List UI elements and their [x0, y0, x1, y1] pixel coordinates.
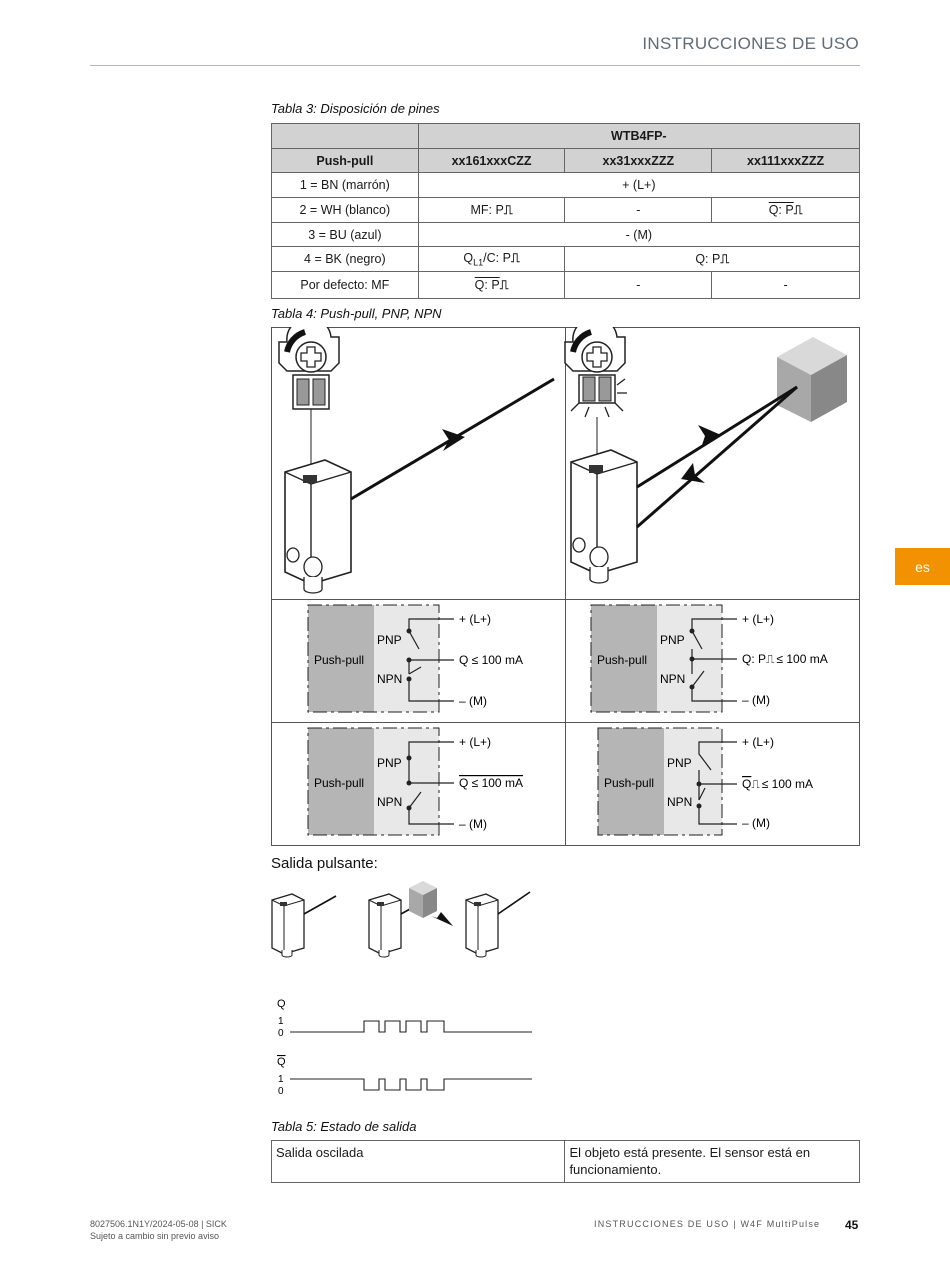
signal-qbar-waveform [290, 1079, 532, 1090]
supply-minus-label: – (M) [742, 693, 770, 707]
language-label: es [915, 558, 930, 575]
header-divider [90, 65, 860, 66]
push-pull-circuit-2 [591, 605, 828, 712]
table-cell [712, 198, 860, 223]
cell-text: Q: P [695, 251, 721, 266]
table-row [272, 247, 860, 272]
low-level-label: 0 [278, 1086, 284, 1097]
signal-qbar-label: Q [277, 1056, 286, 1068]
high-level-label: 1 [278, 1074, 284, 1085]
pulse-icon: ⎍ [503, 202, 513, 217]
table-row [272, 223, 860, 247]
output-prefix: Q: P [742, 652, 767, 666]
npn-label: NPN [660, 672, 686, 686]
table-cell [418, 247, 565, 272]
high-level-label: 1 [278, 1016, 284, 1027]
pnp-label: PNP [660, 633, 685, 647]
npn-label: NPN [377, 672, 403, 686]
pnp-label: PNP [377, 756, 402, 770]
output-circuit-figure [271, 327, 861, 847]
table3-group-header: WTB4FP- [418, 124, 859, 149]
table-cell: El objeto está presente. El sensor está en funcionamiento. [565, 1141, 860, 1183]
pnp-label: PNP [377, 633, 402, 647]
output-current: ≤ 100 mA [761, 777, 814, 791]
page-number: 45 [845, 1218, 859, 1232]
signal-q-waveform [290, 1021, 532, 1032]
supply-minus-label: – (M) [459, 694, 487, 708]
table-cell: + (L+) [418, 173, 859, 198]
table-row [272, 198, 860, 223]
output-label: Q ≤ 100 mA [459, 653, 523, 667]
table-cell [565, 247, 860, 272]
pulse-icon: ⎍ [720, 251, 730, 266]
supply-minus-label: – (M) [742, 816, 770, 830]
supply-plus-label: + (L+) [742, 612, 775, 626]
sensor-small-icon [369, 881, 453, 957]
table-row [272, 173, 860, 198]
table-cell [418, 198, 565, 223]
table-cell: 1 = BN (marrón) [272, 173, 419, 198]
language-tab[interactable] [895, 548, 950, 585]
cell-text: Q [463, 250, 474, 265]
push-pull-circuit-1 [308, 605, 523, 712]
pulse-icon: ⎍ [793, 202, 803, 217]
footer-document-title: INSTRUCCIONES DE USO | W4F MultiPulse [594, 1219, 821, 1229]
pulse-icon: ⎍ [751, 777, 760, 791]
npn-label: NPN [667, 795, 693, 809]
output-label [742, 777, 813, 791]
table-cell: 2 = WH (blanco) [272, 198, 419, 223]
cell-text: /C: P [483, 250, 511, 265]
push-pull-label: Push-pull [604, 776, 655, 790]
push-pull-label: Push-pull [597, 653, 648, 667]
table-cell: - [565, 198, 712, 223]
low-level-label: 0 [278, 1028, 284, 1039]
supply-plus-label: + (L+) [742, 735, 775, 749]
table3-header-cell: xx161xxxCZZ [418, 149, 565, 173]
table-cell: Por defecto: MF [272, 272, 419, 299]
cell-text: MF: P [470, 202, 504, 217]
table3-header-cell: Push-pull [272, 149, 419, 173]
pulse-sensors-illustration [268, 880, 538, 960]
sensor-object-present-illustration [565, 327, 847, 583]
pulse-timing-diagram [272, 993, 537, 1098]
table4-caption: Tabla 4: Push-pull, PNP, NPN [271, 306, 442, 321]
pulse-output-title: Salida pulsante: [271, 855, 378, 872]
table5-caption: Tabla 5: Estado de salida [271, 1119, 417, 1134]
document-reference: 8027506.1N1Y/2024-05-08 | SICK [90, 1219, 227, 1229]
pnp-label: PNP [667, 756, 692, 770]
cell-subscript: L1 [473, 257, 484, 268]
push-pull-label: Push-pull [314, 776, 365, 790]
table-cell: - [712, 272, 860, 299]
cell-text: Q: P [474, 277, 500, 292]
output-label: Q ≤ 100 mA [459, 776, 523, 790]
table-row [272, 1141, 860, 1183]
table-cell: - (M) [418, 223, 859, 247]
output-state-table [271, 1140, 860, 1183]
output-current: ≤ 100 mA [776, 652, 828, 666]
table-cell: 4 = BK (negro) [272, 247, 419, 272]
pulse-icon: ⎍ [499, 277, 509, 292]
table3-caption: Tabla 3: Disposición de pines [271, 101, 440, 116]
cell-text: Q: P [768, 202, 794, 217]
table-cell [418, 272, 565, 299]
table-cell: 3 = BU (azul) [272, 223, 419, 247]
push-pull-circuit-3 [308, 728, 523, 835]
supply-minus-label: – (M) [459, 817, 487, 831]
sensor-small-icon [466, 892, 530, 957]
table-cell: - [565, 272, 712, 299]
table-cell: Salida oscilada [272, 1141, 565, 1183]
pulse-icon: ⎍ [510, 250, 520, 265]
signal-q-label: Q [277, 998, 286, 1010]
output-prefix: Q [742, 777, 752, 791]
change-notice: Sujeto a cambio sin previo aviso [90, 1231, 220, 1241]
push-pull-label: Push-pull [314, 653, 365, 667]
supply-plus-label: + (L+) [459, 612, 492, 626]
sensor-no-object-illustration [279, 327, 554, 593]
table3-header-empty [272, 124, 419, 149]
table3-header-cell: xx31xxxZZZ [565, 149, 712, 173]
table3-header-cell: xx111xxxZZZ [712, 149, 860, 173]
table-row [272, 272, 860, 299]
push-pull-circuit-4 [598, 728, 813, 835]
page-header-title: INSTRUCCIONES DE USO [642, 34, 859, 53]
supply-plus-label: + (L+) [459, 735, 492, 749]
output-label [742, 652, 828, 666]
footer-left [90, 1218, 227, 1242]
pin-assignment-table [271, 123, 860, 299]
sensor-small-icon [272, 894, 336, 957]
pulse-icon: ⎍ [766, 652, 775, 666]
npn-label: NPN [377, 795, 403, 809]
